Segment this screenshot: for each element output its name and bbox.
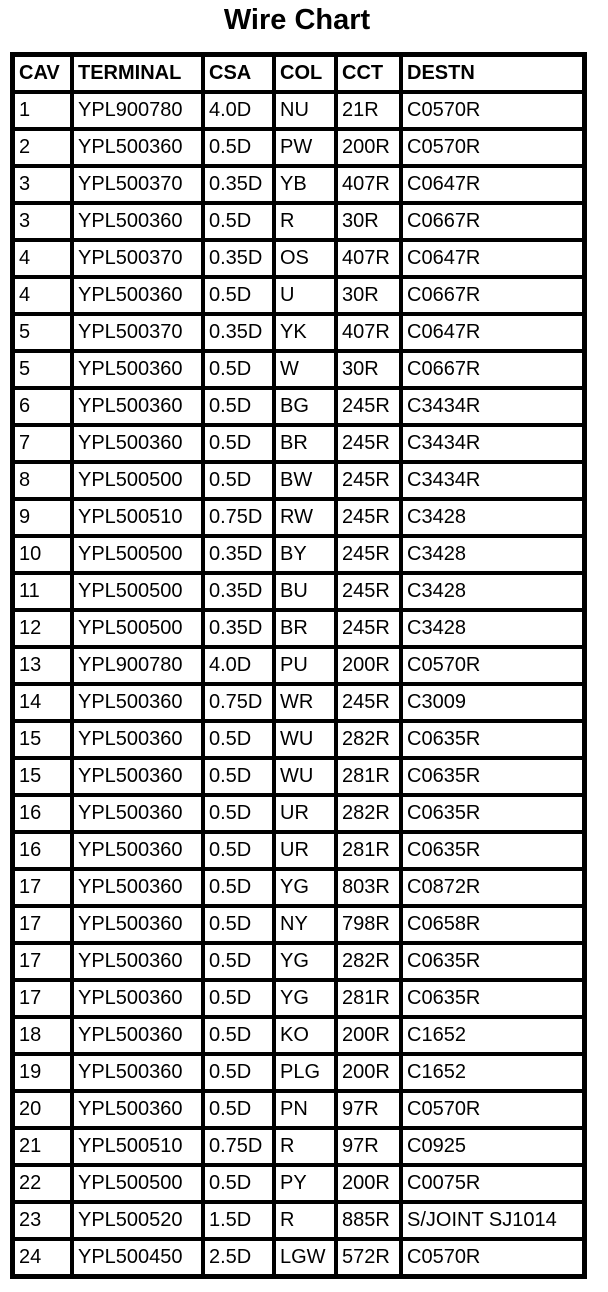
csa-cell: 0.75D bbox=[203, 684, 274, 721]
table-row bbox=[13, 795, 584, 832]
csa-cell: 0.5D bbox=[203, 203, 274, 240]
cct-cell: 245R bbox=[336, 499, 401, 536]
destn-cell: C0647R bbox=[401, 314, 584, 351]
terminal-cell: YPL500360 bbox=[72, 1054, 203, 1091]
destn-cell: C0635R bbox=[401, 721, 584, 758]
csa-cell: 0.5D bbox=[203, 462, 274, 499]
csa-cell: 0.35D bbox=[203, 240, 274, 277]
cav-cell: 12 bbox=[13, 610, 72, 647]
col-cell: OS bbox=[274, 240, 336, 277]
table-row bbox=[13, 721, 584, 758]
destn-cell: C3434R bbox=[401, 425, 584, 462]
csa-cell: 0.5D bbox=[203, 980, 274, 1017]
csa-cell: 1.5D bbox=[203, 1202, 274, 1239]
table-row bbox=[13, 92, 584, 129]
table-row bbox=[13, 351, 584, 388]
terminal-cell: YPL500510 bbox=[72, 499, 203, 536]
column-header-destn: DESTN bbox=[401, 55, 584, 92]
cav-cell: 8 bbox=[13, 462, 72, 499]
csa-cell: 0.5D bbox=[203, 1165, 274, 1202]
terminal-cell: YPL500360 bbox=[72, 1091, 203, 1128]
table-row bbox=[13, 277, 584, 314]
cct-cell: 30R bbox=[336, 351, 401, 388]
col-cell: YG bbox=[274, 980, 336, 1017]
terminal-cell: YPL500360 bbox=[72, 203, 203, 240]
cav-cell: 1 bbox=[13, 92, 72, 129]
col-cell: PW bbox=[274, 129, 336, 166]
cct-cell: 245R bbox=[336, 573, 401, 610]
cct-cell: 885R bbox=[336, 1202, 401, 1239]
table-row bbox=[13, 129, 584, 166]
csa-cell: 4.0D bbox=[203, 647, 274, 684]
destn-cell: C0635R bbox=[401, 795, 584, 832]
csa-cell: 0.75D bbox=[203, 499, 274, 536]
cct-cell: 200R bbox=[336, 1017, 401, 1054]
cct-cell: 21R bbox=[336, 92, 401, 129]
col-cell: YG bbox=[274, 869, 336, 906]
col-cell: WR bbox=[274, 684, 336, 721]
cct-cell: 407R bbox=[336, 314, 401, 351]
cct-cell: 200R bbox=[336, 1054, 401, 1091]
cct-cell: 572R bbox=[336, 1239, 401, 1276]
terminal-cell: YPL500370 bbox=[72, 314, 203, 351]
cav-cell: 3 bbox=[13, 166, 72, 203]
cav-cell: 18 bbox=[13, 1017, 72, 1054]
terminal-cell: YPL500360 bbox=[72, 277, 203, 314]
destn-cell: C0570R bbox=[401, 647, 584, 684]
table-row bbox=[13, 943, 584, 980]
col-cell: YG bbox=[274, 943, 336, 980]
cct-cell: 281R bbox=[336, 832, 401, 869]
table-row bbox=[13, 1017, 584, 1054]
cav-cell: 9 bbox=[13, 499, 72, 536]
cav-cell: 17 bbox=[13, 980, 72, 1017]
column-header-terminal: TERMINAL bbox=[72, 55, 203, 92]
terminal-cell: YPL500360 bbox=[72, 684, 203, 721]
terminal-cell: YPL500500 bbox=[72, 1165, 203, 1202]
cct-cell: 200R bbox=[336, 1165, 401, 1202]
table-row bbox=[13, 1054, 584, 1091]
column-header-cav: CAV bbox=[13, 55, 72, 92]
table-header-row bbox=[13, 55, 584, 92]
col-cell: BR bbox=[274, 425, 336, 462]
destn-cell: C0570R bbox=[401, 129, 584, 166]
table-body bbox=[13, 92, 584, 1276]
col-cell: BG bbox=[274, 388, 336, 425]
table-row bbox=[13, 1091, 584, 1128]
col-cell: R bbox=[274, 1202, 336, 1239]
col-cell: PY bbox=[274, 1165, 336, 1202]
col-cell: NY bbox=[274, 906, 336, 943]
cct-cell: 97R bbox=[336, 1128, 401, 1165]
col-cell: BW bbox=[274, 462, 336, 499]
table-row bbox=[13, 1202, 584, 1239]
cav-cell: 14 bbox=[13, 684, 72, 721]
cct-cell: 407R bbox=[336, 240, 401, 277]
cav-cell: 22 bbox=[13, 1165, 72, 1202]
wire-chart-table bbox=[10, 52, 587, 1279]
cav-cell: 21 bbox=[13, 1128, 72, 1165]
cct-cell: 245R bbox=[336, 425, 401, 462]
cct-cell: 30R bbox=[336, 277, 401, 314]
col-cell: YK bbox=[274, 314, 336, 351]
terminal-cell: YPL500370 bbox=[72, 166, 203, 203]
csa-cell: 2.5D bbox=[203, 1239, 274, 1276]
cav-cell: 2 bbox=[13, 129, 72, 166]
destn-cell: C0667R bbox=[401, 277, 584, 314]
column-header-col: COL bbox=[274, 55, 336, 92]
cav-cell: 15 bbox=[13, 721, 72, 758]
csa-cell: 0.5D bbox=[203, 1054, 274, 1091]
col-cell: BU bbox=[274, 573, 336, 610]
csa-cell: 0.5D bbox=[203, 351, 274, 388]
destn-cell: C0570R bbox=[401, 1239, 584, 1276]
cav-cell: 11 bbox=[13, 573, 72, 610]
column-header-cct: CCT bbox=[336, 55, 401, 92]
cct-cell: 245R bbox=[336, 684, 401, 721]
cct-cell: 245R bbox=[336, 388, 401, 425]
csa-cell: 0.35D bbox=[203, 314, 274, 351]
terminal-cell: YPL500360 bbox=[72, 869, 203, 906]
table-row bbox=[13, 240, 584, 277]
table-row bbox=[13, 203, 584, 240]
column-header-csa: CSA bbox=[203, 55, 274, 92]
destn-cell: C0667R bbox=[401, 351, 584, 388]
terminal-cell: YPL500510 bbox=[72, 1128, 203, 1165]
col-cell: WU bbox=[274, 721, 336, 758]
destn-cell: C0635R bbox=[401, 943, 584, 980]
cav-cell: 10 bbox=[13, 536, 72, 573]
terminal-cell: YPL500360 bbox=[72, 906, 203, 943]
csa-cell: 0.5D bbox=[203, 1017, 274, 1054]
cct-cell: 281R bbox=[336, 758, 401, 795]
cav-cell: 19 bbox=[13, 1054, 72, 1091]
table-row bbox=[13, 425, 584, 462]
col-cell: UR bbox=[274, 795, 336, 832]
cct-cell: 803R bbox=[336, 869, 401, 906]
col-cell: R bbox=[274, 1128, 336, 1165]
cav-cell: 16 bbox=[13, 795, 72, 832]
col-cell: KO bbox=[274, 1017, 336, 1054]
csa-cell: 4.0D bbox=[203, 92, 274, 129]
col-cell: NU bbox=[274, 92, 336, 129]
col-cell: YB bbox=[274, 166, 336, 203]
cav-cell: 4 bbox=[13, 240, 72, 277]
terminal-cell: YPL500520 bbox=[72, 1202, 203, 1239]
cav-cell: 5 bbox=[13, 314, 72, 351]
cct-cell: 407R bbox=[336, 166, 401, 203]
terminal-cell: YPL500360 bbox=[72, 721, 203, 758]
destn-cell: C0658R bbox=[401, 906, 584, 943]
table-row bbox=[13, 647, 584, 684]
table-row bbox=[13, 536, 584, 573]
csa-cell: 0.5D bbox=[203, 1091, 274, 1128]
csa-cell: 0.35D bbox=[203, 573, 274, 610]
destn-cell: S/JOINT SJ1014 bbox=[401, 1202, 584, 1239]
cav-cell: 7 bbox=[13, 425, 72, 462]
terminal-cell: YPL500360 bbox=[72, 1017, 203, 1054]
destn-cell: C3428 bbox=[401, 499, 584, 536]
cct-cell: 30R bbox=[336, 203, 401, 240]
cav-cell: 17 bbox=[13, 906, 72, 943]
col-cell: UR bbox=[274, 832, 336, 869]
cav-cell: 17 bbox=[13, 943, 72, 980]
terminal-cell: YPL900780 bbox=[72, 92, 203, 129]
terminal-cell: YPL500370 bbox=[72, 240, 203, 277]
cav-cell: 16 bbox=[13, 832, 72, 869]
table-row bbox=[13, 832, 584, 869]
destn-cell: C0570R bbox=[401, 1091, 584, 1128]
cct-cell: 282R bbox=[336, 795, 401, 832]
csa-cell: 0.5D bbox=[203, 758, 274, 795]
table-row bbox=[13, 1239, 584, 1276]
cav-cell: 6 bbox=[13, 388, 72, 425]
terminal-cell: YPL500360 bbox=[72, 129, 203, 166]
table-row bbox=[13, 758, 584, 795]
csa-cell: 0.35D bbox=[203, 536, 274, 573]
terminal-cell: YPL500450 bbox=[72, 1239, 203, 1276]
csa-cell: 0.5D bbox=[203, 277, 274, 314]
table-row bbox=[13, 906, 584, 943]
cav-cell: 15 bbox=[13, 758, 72, 795]
destn-cell: C0872R bbox=[401, 869, 584, 906]
table-row bbox=[13, 166, 584, 203]
destn-cell: C0647R bbox=[401, 240, 584, 277]
terminal-cell: YPL500360 bbox=[72, 795, 203, 832]
csa-cell: 0.5D bbox=[203, 129, 274, 166]
cct-cell: 200R bbox=[336, 129, 401, 166]
csa-cell: 0.5D bbox=[203, 721, 274, 758]
csa-cell: 0.35D bbox=[203, 166, 274, 203]
terminal-cell: YPL500360 bbox=[72, 980, 203, 1017]
table-row bbox=[13, 462, 584, 499]
cct-cell: 200R bbox=[336, 647, 401, 684]
csa-cell: 0.5D bbox=[203, 869, 274, 906]
csa-cell: 0.5D bbox=[203, 832, 274, 869]
terminal-cell: YPL500500 bbox=[72, 462, 203, 499]
cct-cell: 282R bbox=[336, 721, 401, 758]
col-cell: W bbox=[274, 351, 336, 388]
terminal-cell: YPL500360 bbox=[72, 832, 203, 869]
terminal-cell: YPL500500 bbox=[72, 573, 203, 610]
table-row bbox=[13, 573, 584, 610]
destn-cell: C1652 bbox=[401, 1054, 584, 1091]
destn-cell: C3009 bbox=[401, 684, 584, 721]
terminal-cell: YPL500360 bbox=[72, 388, 203, 425]
destn-cell: C3428 bbox=[401, 536, 584, 573]
table-row bbox=[13, 1128, 584, 1165]
destn-cell: C0075R bbox=[401, 1165, 584, 1202]
destn-cell: C0667R bbox=[401, 203, 584, 240]
destn-cell: C3428 bbox=[401, 573, 584, 610]
cct-cell: 245R bbox=[336, 462, 401, 499]
table-row bbox=[13, 499, 584, 536]
table-row bbox=[13, 388, 584, 425]
cct-cell: 245R bbox=[336, 610, 401, 647]
cav-cell: 3 bbox=[13, 203, 72, 240]
csa-cell: 0.5D bbox=[203, 943, 274, 980]
cct-cell: 97R bbox=[336, 1091, 401, 1128]
csa-cell: 0.5D bbox=[203, 906, 274, 943]
cav-cell: 17 bbox=[13, 869, 72, 906]
col-cell: BR bbox=[274, 610, 336, 647]
destn-cell: C3434R bbox=[401, 388, 584, 425]
destn-cell: C3434R bbox=[401, 462, 584, 499]
terminal-cell: YPL500360 bbox=[72, 758, 203, 795]
table-row bbox=[13, 610, 584, 647]
table-row bbox=[13, 869, 584, 906]
cct-cell: 282R bbox=[336, 943, 401, 980]
table-row bbox=[13, 684, 584, 721]
cav-cell: 23 bbox=[13, 1202, 72, 1239]
terminal-cell: YPL500500 bbox=[72, 536, 203, 573]
col-cell: PLG bbox=[274, 1054, 336, 1091]
destn-cell: C0925 bbox=[401, 1128, 584, 1165]
terminal-cell: YPL500360 bbox=[72, 425, 203, 462]
destn-cell: C0570R bbox=[401, 92, 584, 129]
cav-cell: 4 bbox=[13, 277, 72, 314]
destn-cell: C3428 bbox=[401, 610, 584, 647]
col-cell: RW bbox=[274, 499, 336, 536]
col-cell: PU bbox=[274, 647, 336, 684]
terminal-cell: YPL500360 bbox=[72, 351, 203, 388]
col-cell: R bbox=[274, 203, 336, 240]
csa-cell: 0.5D bbox=[203, 795, 274, 832]
col-cell: LGW bbox=[274, 1239, 336, 1276]
csa-cell: 0.35D bbox=[203, 610, 274, 647]
col-cell: PN bbox=[274, 1091, 336, 1128]
terminal-cell: YPL500360 bbox=[72, 943, 203, 980]
cct-cell: 281R bbox=[336, 980, 401, 1017]
destn-cell: C0647R bbox=[401, 166, 584, 203]
destn-cell: C1652 bbox=[401, 1017, 584, 1054]
destn-cell: C0635R bbox=[401, 758, 584, 795]
cct-cell: 245R bbox=[336, 536, 401, 573]
cct-cell: 798R bbox=[336, 906, 401, 943]
col-cell: WU bbox=[274, 758, 336, 795]
cav-cell: 5 bbox=[13, 351, 72, 388]
col-cell: BY bbox=[274, 536, 336, 573]
terminal-cell: YPL500500 bbox=[72, 610, 203, 647]
cav-cell: 13 bbox=[13, 647, 72, 684]
table-row bbox=[13, 1165, 584, 1202]
page-title: Wire Chart bbox=[223, 4, 371, 36]
table-row bbox=[13, 314, 584, 351]
cav-cell: 20 bbox=[13, 1091, 72, 1128]
terminal-cell: YPL900780 bbox=[72, 647, 203, 684]
csa-cell: 0.75D bbox=[203, 1128, 274, 1165]
csa-cell: 0.5D bbox=[203, 425, 274, 462]
destn-cell: C0635R bbox=[401, 832, 584, 869]
cav-cell: 24 bbox=[13, 1239, 72, 1276]
table-row bbox=[13, 980, 584, 1017]
col-cell: U bbox=[274, 277, 336, 314]
destn-cell: C0635R bbox=[401, 980, 584, 1017]
csa-cell: 0.5D bbox=[203, 388, 274, 425]
